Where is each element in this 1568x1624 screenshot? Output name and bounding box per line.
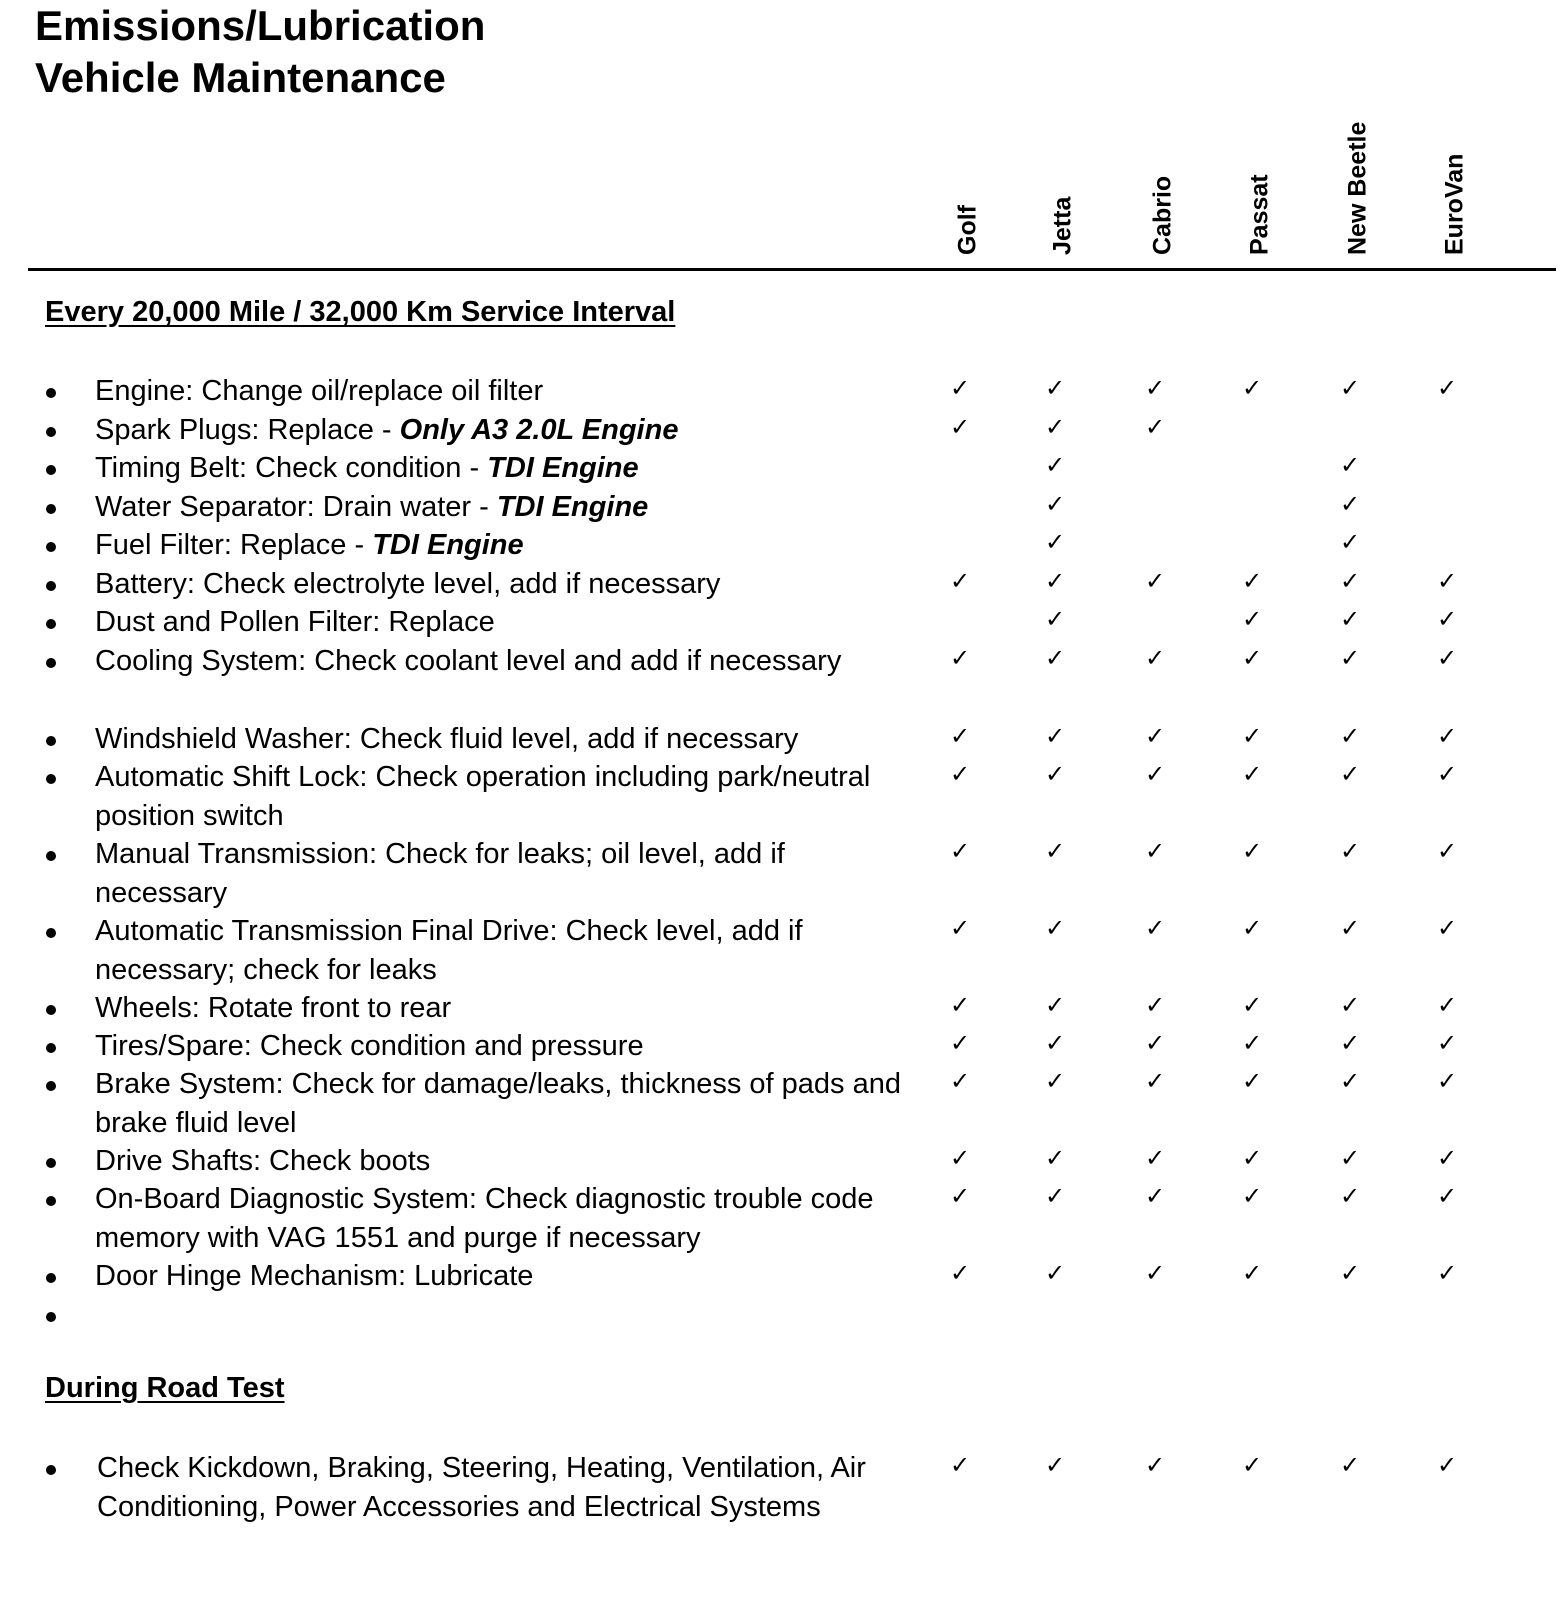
bullet-icon (46, 427, 56, 437)
check-icon: ✓ (949, 414, 971, 441)
check-icon: ✓ (1044, 838, 1066, 865)
check-icon: ✓ (1339, 645, 1361, 672)
column-header-label: Cabrio (1148, 175, 1177, 255)
check-icon: ✓ (1436, 606, 1458, 633)
item-description: Windshield Washer: Check fluid level, add if necessary (95, 723, 799, 755)
item-text (95, 989, 925, 1028)
check-icon: ✓ (1241, 606, 1263, 633)
item-text (95, 372, 925, 411)
bullet-icon (46, 581, 56, 591)
column-header-golf (948, 95, 988, 255)
bullet-icon (46, 1312, 56, 1322)
check-icon: ✓ (1339, 1260, 1361, 1287)
check-icon: ✓ (1241, 1068, 1263, 1095)
check-icon: ✓ (1436, 1183, 1458, 1210)
check-icon: ✓ (1044, 568, 1066, 595)
bullet-icon (46, 1081, 56, 1091)
bullet-icon (46, 542, 56, 552)
item-description: On-Board Diagnostic System: Check diagnostic trouble code memory with VAG 1551 and purge if necessary (95, 1183, 874, 1254)
bullet-icon (46, 851, 56, 861)
item-text (95, 642, 925, 681)
item-description: Door Hinge Mechanism: Lubricate (95, 1260, 534, 1292)
column-header-new-beetle (1338, 95, 1378, 255)
bullet-icon (46, 1005, 56, 1015)
check-icon: ✓ (1044, 915, 1066, 942)
section-heading: Every 20,000 Mile / 32,000 Km Service Interval (45, 296, 676, 328)
check-icon: ✓ (949, 838, 971, 865)
check-icon: ✓ (1339, 1452, 1361, 1479)
check-icon: ✓ (949, 1183, 971, 1210)
check-icon: ✓ (1044, 414, 1066, 441)
check-icon: ✓ (1241, 1145, 1263, 1172)
check-icon: ✓ (1144, 414, 1166, 441)
check-icon: ✓ (1436, 723, 1458, 750)
check-icon: ✓ (1339, 761, 1361, 788)
check-icon: ✓ (1241, 723, 1263, 750)
bullet-icon (46, 928, 56, 938)
check-icon: ✓ (1436, 761, 1458, 788)
check-icon: ✓ (1144, 375, 1166, 402)
item-engine-note: TDI Engine (487, 452, 639, 484)
check-icon: ✓ (1339, 723, 1361, 750)
check-icon: ✓ (1339, 606, 1361, 633)
check-icon: ✓ (1044, 992, 1066, 1019)
check-icon: ✓ (1144, 992, 1166, 1019)
item-description: Cooling System: Check coolant level and add if necessary (95, 645, 842, 677)
item-text (95, 603, 925, 642)
section-heading: During Road Test (45, 1372, 285, 1404)
item-text (95, 835, 925, 913)
check-icon: ✓ (1044, 452, 1066, 479)
check-icon: ✓ (1044, 606, 1066, 633)
check-icon: ✓ (1044, 1452, 1066, 1479)
bullet-icon (46, 736, 56, 746)
item-description: Tires/Spare: Check condition and pressure (95, 1030, 644, 1062)
item-description: Automatic Transmission Final Drive: Check level, add if necessary; check for leaks (95, 915, 803, 986)
bullet-icon (46, 1043, 56, 1053)
check-icon: ✓ (1241, 1452, 1263, 1479)
item-text (95, 720, 925, 759)
item-description: Brake System: Check for damage/leaks, thickness of pads and brake fluid level (95, 1068, 901, 1139)
check-icon: ✓ (1044, 1068, 1066, 1095)
check-icon: ✓ (1339, 1183, 1361, 1210)
check-icon: ✓ (949, 568, 971, 595)
check-icon: ✓ (1436, 1068, 1458, 1095)
check-icon: ✓ (1144, 838, 1166, 865)
column-header-passat (1240, 95, 1280, 255)
check-icon: ✓ (1241, 375, 1263, 402)
item-description: Wheels: Rotate front to rear (95, 992, 452, 1024)
check-icon: ✓ (949, 1452, 971, 1479)
check-icon: ✓ (949, 375, 971, 402)
check-icon: ✓ (1436, 838, 1458, 865)
column-header-label: Passat (1245, 174, 1274, 255)
check-icon: ✓ (1144, 568, 1166, 595)
check-icon: ✓ (1044, 529, 1066, 556)
check-icon: ✓ (1241, 1030, 1263, 1057)
item-description: Manual Transmission: Check for leaks; oil level, add if necessary (95, 838, 785, 909)
check-icon: ✓ (1044, 375, 1066, 402)
check-icon: ✓ (1144, 1068, 1166, 1095)
check-icon: ✓ (1436, 1260, 1458, 1287)
item-engine-note: TDI Engine (496, 491, 649, 523)
check-icon: ✓ (1339, 992, 1361, 1019)
check-icon: ✓ (1339, 915, 1361, 942)
check-icon: ✓ (1436, 375, 1458, 402)
check-icon: ✓ (1241, 568, 1263, 595)
item-engine-note: TDI Engine (372, 529, 524, 561)
check-icon: ✓ (1436, 1145, 1458, 1172)
item-text (95, 758, 925, 836)
check-icon: ✓ (1241, 645, 1263, 672)
check-icon: ✓ (1339, 1068, 1361, 1095)
item-description: Check Kickdown, Braking, Steering, Heating, Ventilation, Air Conditioning, Power Accessories and Electrical Systems (97, 1452, 866, 1523)
item-description: Battery: Check electrolyte level, add if necessary (95, 568, 721, 600)
check-icon: ✓ (1241, 1183, 1263, 1210)
check-icon: ✓ (1144, 645, 1166, 672)
check-icon: ✓ (1339, 838, 1361, 865)
check-icon: ✓ (1339, 568, 1361, 595)
check-icon: ✓ (949, 1260, 971, 1287)
column-header-cabrio (1143, 95, 1183, 255)
item-text (95, 565, 925, 604)
item-text (95, 1027, 925, 1066)
check-icon: ✓ (1339, 529, 1361, 556)
bullet-icon (46, 619, 56, 629)
check-icon: ✓ (1339, 1145, 1361, 1172)
item-description: Drive Shafts: Check boots (95, 1145, 431, 1177)
check-icon: ✓ (1044, 645, 1066, 672)
item-description: Fuel Filter: Replace - (95, 529, 373, 561)
item-description: Water Separator: Drain water - (95, 491, 497, 523)
check-icon: ✓ (949, 1068, 971, 1095)
check-icon: ✓ (1339, 452, 1361, 479)
item-text (95, 411, 925, 450)
item-description: Dust and Pollen Filter: Replace (95, 606, 495, 638)
bullet-icon (46, 658, 56, 668)
check-icon: ✓ (949, 723, 971, 750)
item-text (95, 488, 925, 527)
column-header-label: Jetta (1048, 196, 1077, 255)
check-icon: ✓ (1436, 992, 1458, 1019)
check-icon: ✓ (1144, 1030, 1166, 1057)
item-text (95, 449, 925, 488)
bullet-icon (46, 388, 56, 398)
column-header-jetta (1043, 95, 1083, 255)
check-icon: ✓ (1241, 761, 1263, 788)
check-icon: ✓ (1144, 915, 1166, 942)
item-text (95, 1065, 925, 1143)
check-icon: ✓ (1241, 915, 1263, 942)
check-icon: ✓ (1436, 915, 1458, 942)
check-icon: ✓ (1044, 1030, 1066, 1057)
check-icon: ✓ (1144, 723, 1166, 750)
column-header-label: Golf (953, 205, 982, 255)
check-icon: ✓ (1339, 491, 1361, 518)
check-icon: ✓ (1436, 645, 1458, 672)
title-line-1: Emissions/Lubrication (35, 2, 486, 49)
check-icon: ✓ (1339, 375, 1361, 402)
item-text (95, 1257, 925, 1296)
check-icon: ✓ (949, 645, 971, 672)
check-icon: ✓ (949, 915, 971, 942)
check-icon: ✓ (1144, 1145, 1166, 1172)
check-icon: ✓ (1339, 1030, 1361, 1057)
check-icon: ✓ (1044, 1183, 1066, 1210)
check-icon: ✓ (949, 1145, 971, 1172)
item-description: Timing Belt: Check condition - (95, 452, 488, 484)
column-header-eurovan (1435, 95, 1475, 255)
header-divider (28, 268, 1556, 271)
document-title (35, 0, 485, 104)
check-icon: ✓ (1144, 1183, 1166, 1210)
column-header-label: New Beetle (1343, 121, 1372, 255)
check-icon: ✓ (1044, 723, 1066, 750)
item-engine-note: Only A3 2.0L Engine (399, 414, 679, 446)
check-icon: ✓ (1241, 1260, 1263, 1287)
check-icon: ✓ (1044, 1260, 1066, 1287)
title-line-2: Vehicle Maintenance (35, 54, 446, 101)
item-description: Automatic Shift Lock: Check operation including park/neutral position switch (95, 761, 871, 832)
bullet-icon (46, 1158, 56, 1168)
column-header-label: EuroVan (1440, 153, 1469, 255)
check-icon: ✓ (1436, 568, 1458, 595)
check-icon: ✓ (1044, 1145, 1066, 1172)
check-icon: ✓ (1144, 761, 1166, 788)
check-icon: ✓ (1044, 761, 1066, 788)
check-icon: ✓ (1044, 491, 1066, 518)
check-icon: ✓ (1436, 1452, 1458, 1479)
bullet-icon (46, 1196, 56, 1206)
bullet-icon (46, 774, 56, 784)
check-icon: ✓ (1144, 1452, 1166, 1479)
item-text (95, 912, 925, 990)
check-icon: ✓ (949, 1030, 971, 1057)
check-icon: ✓ (1241, 838, 1263, 865)
check-icon: ✓ (1241, 992, 1263, 1019)
check-icon: ✓ (1436, 1030, 1458, 1057)
item-text (95, 1180, 925, 1258)
bullet-icon (46, 465, 56, 475)
bullet-icon (46, 1465, 56, 1475)
bullet-icon (46, 1273, 56, 1283)
check-icon: ✓ (1144, 1260, 1166, 1287)
item-description: Spark Plugs: Replace - (95, 414, 400, 446)
check-icon: ✓ (949, 761, 971, 788)
item-text (95, 1142, 925, 1181)
check-icon: ✓ (949, 992, 971, 1019)
bullet-icon (46, 504, 56, 514)
item-description: Engine: Change oil/replace oil filter (95, 375, 544, 407)
item-text (95, 526, 925, 565)
item-text (97, 1449, 887, 1527)
